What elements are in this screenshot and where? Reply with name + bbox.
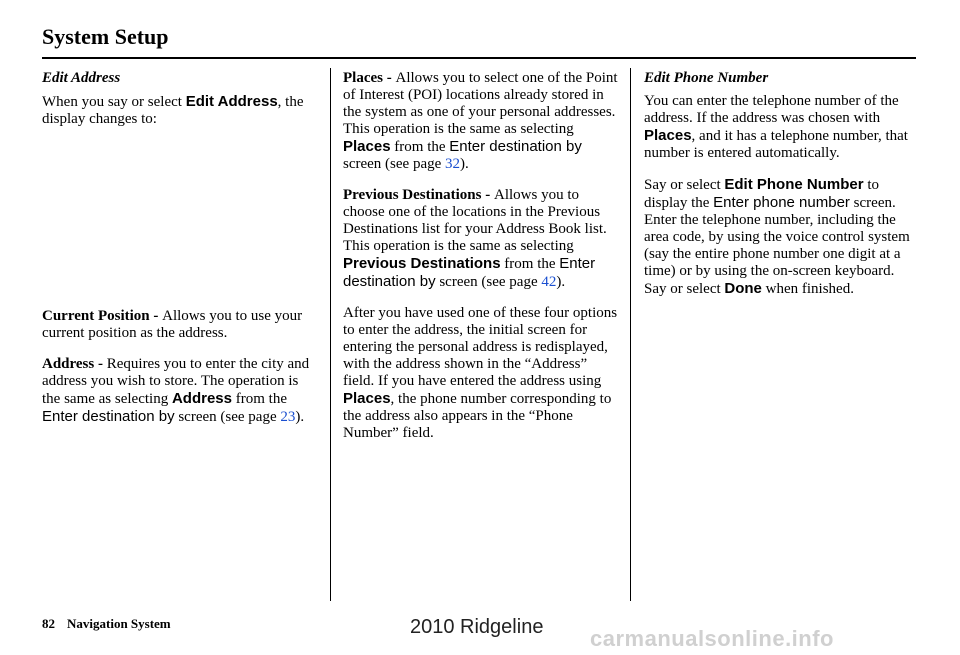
page-title: System Setup xyxy=(42,24,169,49)
edit-address-ui-label: Edit Address xyxy=(185,93,278,110)
edit-phone-heading: Edit Phone Number xyxy=(644,70,769,86)
page-link-42[interactable]: 42 xyxy=(541,274,557,290)
column-3 xyxy=(644,70,919,312)
column-2 xyxy=(343,70,620,456)
page-link-32[interactable]: 32 xyxy=(445,156,461,172)
after-paragraph: After you have used one of these four options to enter the address, the initial screen for entering the personal address is redisplayed, with the address shown in the “Address” field. If you have entered the address using Places, the phone number corresponding to the address also appears in the “Phone Number” field. xyxy=(343,305,618,441)
phone-instructions-paragraph: Say or select Edit Phone Number to display the Enter phone number screen. Enter the telephone number, including the area code, by using the voice control system (say the entire phone number one digit at a time) or by using the on-screen keyboard. Say or select Done when finished. xyxy=(644,176,910,297)
screen-image-placeholder xyxy=(42,142,317,308)
address-paragraph: Address - Requires you to enter the city and address you wish to store. The operation is the same as selecting Address from the Enter destination by screen (see page 23). xyxy=(42,356,310,425)
previous-destinations-paragraph: Previous Destinations - Allows you to choose one of the locations in the Previous Destinations list for your Address Book list. This operation is the same as selecting Previous Destinations from the Enter destination by screen (see page 42). xyxy=(343,187,607,290)
phone-intro-paragraph: You can enter the telephone number of the address. If the address was chosen with Places, and it has a telephone number, that number is entered automatically. xyxy=(644,93,908,161)
current-position-paragraph: Current Position - Allows you to use your current position as the address. xyxy=(42,308,303,341)
site-watermark: carmanualsonline.info xyxy=(590,626,834,651)
column-1 xyxy=(42,70,317,440)
edit-address-intro: When you say or select Edit Address, the display changes to: xyxy=(42,93,304,127)
column-divider xyxy=(330,68,331,601)
column-divider xyxy=(630,68,631,601)
places-paragraph: Places - Allows you to select one of the Point of Interest (POI) locations already stored in the system as one of your personal addresses. This operation is the same as selecting Places from the Enter destination by screen (see page 32). xyxy=(343,70,618,172)
page-footer xyxy=(42,616,171,632)
section-name: Navigation System xyxy=(67,616,171,631)
page-number: 82 xyxy=(42,616,55,631)
page-link-23[interactable]: 23 xyxy=(280,409,296,425)
edit-address-heading: Edit Address xyxy=(42,70,121,86)
title-rule xyxy=(42,57,916,59)
model-watermark: 2010 Ridgeline xyxy=(410,616,544,638)
